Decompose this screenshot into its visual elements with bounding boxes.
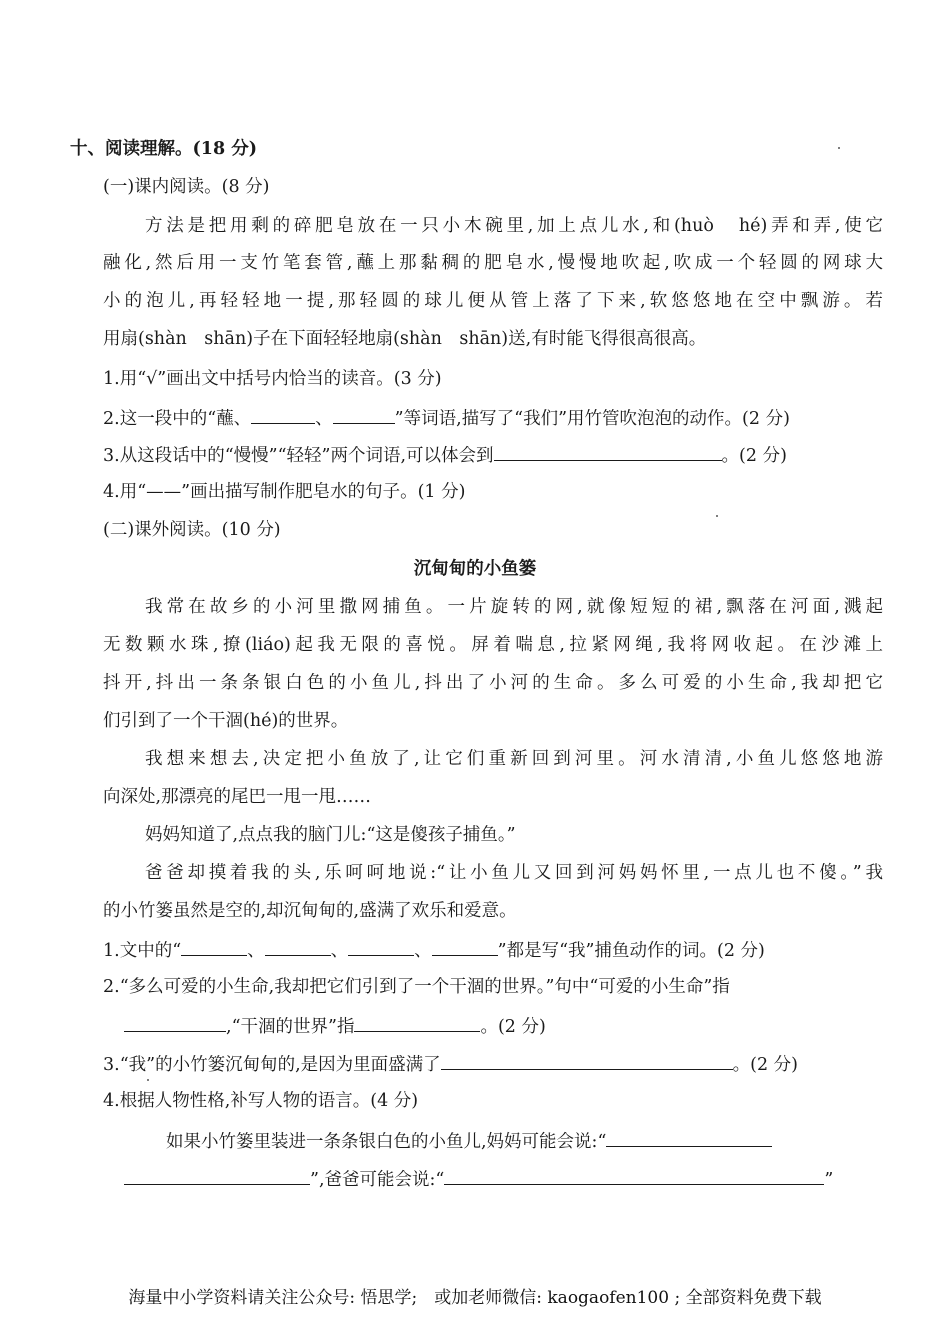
part2-passage-line-9: 的小竹篓虽然是空的,却沉甸甸的,盛满了欢乐和爱意。 [103, 901, 517, 921]
answer-blank[interactable] [348, 937, 414, 956]
part2-q3-prefix: 3.“我”的小竹篓沉甸甸的,是因为里面盛满了 [103, 1055, 441, 1075]
part2-passage-line-4: 们引到了一个干涸(hé)的世界。 [103, 711, 349, 731]
answer-blank[interactable] [124, 1013, 226, 1032]
part2-passage-line-1: 我常在故乡的小河里撒网捕鱼。一片旋转的网,就像短短的裙,飘落在河面,溅起 [145, 597, 883, 617]
part1-question-4: 4.用“——”画出描写制作肥皂水的句子。(1 分) [103, 482, 466, 502]
dad-speech-blank[interactable] [444, 1166, 824, 1185]
answer-blank[interactable] [494, 442, 722, 461]
part1-q3-prefix: 3.从这段话中的“慢慢”“轻轻”两个词语,可以体会到 [103, 446, 494, 466]
part1-heading: (一)课内阅读。(8 分) [103, 177, 270, 197]
part2-passage-line-2: 无数颗水珠,撩(liáo)起我无限的喜悦。屏着喘息,拉紧网绳,我将网收起。在沙滩上 [103, 635, 883, 655]
answer-blank[interactable] [251, 405, 315, 424]
part1-q2-separator: 、 [315, 409, 333, 429]
part1-passage-line-3: 小的泡儿,再轻轻地一提,那轻圆的球儿便从管上落了下来,软悠悠地在空中飘游。若 [103, 291, 883, 311]
part2-q3-suffix: 。(2 分) [732, 1055, 799, 1075]
part2-passage-line-3: 抖开,抖出一条条银白色的小鱼儿,抖出了小河的生命。多么可爱的小生命,我却把它 [103, 673, 883, 693]
mom-speech-blank[interactable] [124, 1166, 310, 1185]
part2-q1-separator: 、 [414, 941, 432, 961]
part2-q2-middle: ,“干涸的世界”指 [226, 1017, 355, 1037]
part2-question-4: 4.根据人物性格,补写人物的语言。(4 分) [103, 1091, 419, 1111]
part2-q4-end: ” [824, 1170, 834, 1190]
part2-q1-separator: 、 [247, 941, 265, 961]
passage-title: 沉甸甸的小鱼篓 [413, 559, 537, 579]
part1-passage-line-1-text: 方法是把用剩的碎肥皂放在一只小木碗里,加上点儿水,和(huò hé)弄和弄,使它 [145, 216, 883, 236]
part2-question-4-continued [124, 1166, 833, 1192]
part1-question-3 [103, 442, 787, 468]
mom-speech-blank[interactable] [606, 1128, 772, 1147]
section-title: 十、阅读理解。(18 分) [70, 139, 258, 159]
part1-q2-suffix: ”等词语,描写了“我们”用竹管吹泡泡的动作。(2 分) [394, 409, 790, 429]
scan-speck [838, 147, 840, 149]
part2-question-3 [103, 1051, 798, 1077]
part2-passage-line-5: 我想来想去,决定把小鱼放了,让它们重新回到河里。河水清清,小鱼儿悠悠地游 [145, 749, 883, 769]
part2-q1-suffix: ”都是写“我”捕鱼动作的词。(2 分) [497, 941, 765, 961]
answer-blank[interactable] [265, 937, 331, 956]
part2-q4-prompt-text: 如果小竹篓里装进一条条银白色的小鱼儿,妈妈可能会说:“ [166, 1132, 607, 1152]
part2-q2-end: 。(2 分) [480, 1017, 546, 1037]
part1-q3-suffix: 。(2 分) [721, 446, 787, 466]
answer-blank[interactable] [333, 405, 395, 424]
part2-passage-line-8: 爸爸却摸着我的头,乐呵呵地说:“让小鱼儿又回到河妈妈怀里,一点儿也不傻。”我 [145, 863, 883, 883]
part1-question-2 [103, 405, 790, 431]
part1-passage-line-4: 用扇(shàn shān)子在下面轻轻地扇(shàn shān)送,有时能飞得很高很高。 [103, 329, 707, 349]
part2-q1-prefix: 1.文中的“ [103, 941, 182, 961]
footer-note: 海量中小学资料请关注公众号: 悟思学; 或加老师微信: kaogaofen100 ; 全部资料免费下载 [128, 1288, 822, 1308]
answer-blank[interactable] [181, 937, 247, 956]
answer-blank[interactable] [432, 937, 498, 956]
part2-question-4-prompt [166, 1128, 772, 1154]
part2-q4-middle: ”,爸爸可能会说:“ [310, 1170, 445, 1190]
part2-question-2-continued [124, 1013, 546, 1039]
part1-question-1: 1.用“√”画出文中括号内恰当的读音。(3 分) [103, 369, 442, 389]
part2-passage-line-6: 向深处,那漂亮的尾巴一甩一甩…… [103, 787, 372, 807]
part2-question-2: 2.“多么可爱的小生命,我却把它们引到了一个干涸的世界。”句中“可爱的小生命”指 [103, 977, 730, 997]
part2-q1-separator: 、 [330, 941, 349, 961]
part2-passage-line-7: 妈妈知道了,点点我的脑门儿:“这是傻孩子捕鱼。” [145, 825, 516, 845]
answer-blank[interactable] [441, 1051, 733, 1070]
part1-passage-line-2: 融化,然后用一支竹笔套管,蘸上那黏稠的肥皂水,慢慢地吹起,吹成一个轻圆的网球大 [103, 253, 883, 273]
answer-blank[interactable] [354, 1013, 480, 1032]
part2-heading: (二)课外阅读。(10 分) [103, 520, 281, 540]
scan-speck [147, 1079, 149, 1081]
part2-question-1 [103, 937, 765, 963]
part1-q2-prefix: 2.这一段中的“蘸、 [103, 409, 252, 429]
scan-speck [716, 515, 718, 517]
part1-passage-line-1 [145, 214, 883, 238]
